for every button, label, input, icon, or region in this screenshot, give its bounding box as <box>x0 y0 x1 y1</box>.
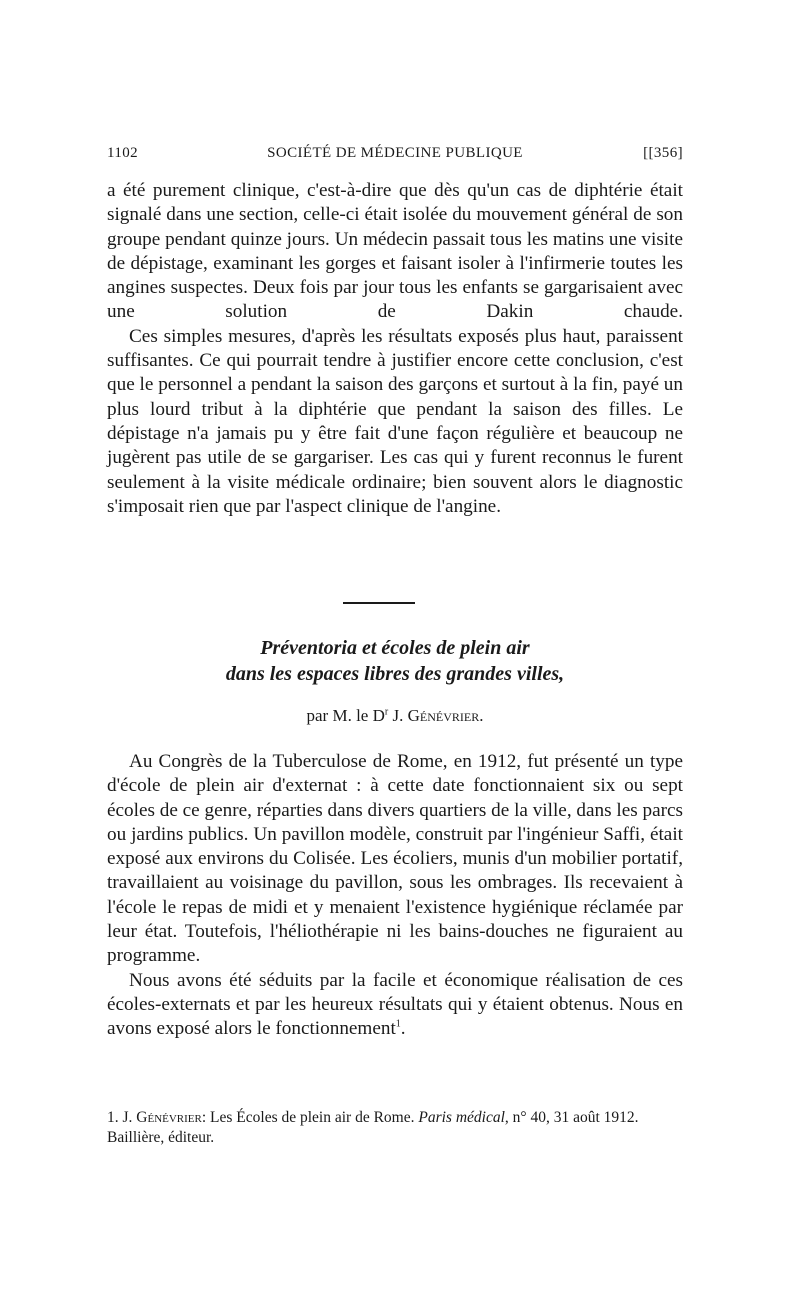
bracket-reference: [[356] <box>643 145 683 161</box>
running-title: SOCIÉTÉ DE MÉDECINE PUBLIQUE <box>267 145 523 161</box>
paragraph-results-end: . <box>400 1018 406 1040</box>
article-byline <box>107 706 683 726</box>
footnote-journal: Paris médical <box>418 1109 505 1126</box>
footnote-marker: 1 <box>395 1018 401 1030</box>
section-divider <box>343 602 415 604</box>
byline-author-name: Génévrier. <box>407 706 484 725</box>
byline-prefix: par M. le D <box>306 706 385 725</box>
paragraph-congress: Au Congrès de la Tuberculose de Rome, en 1912, fut présenté un type d'école de plein air d'externat : à cette date fonctionnaient six ou sept écoles de ce genre, réparties dans divers quartiers de la ville, dans les parcs ou jardins publics. Un pavillon modèle, construit par l'ingénieur Saffi, était exposé aux environs du Colisée. Les écoliers, munis d'un mobilier portatif, travaillaient au voisinage du pavillon, sous les ombrages. Ils recevaient à l'école le repas de midi et y menaient l'existence hygiénique réclamée par leur état. Toutefois, l'héliothérapie ni les bains-douches ne figuraient au programme. <box>107 751 683 967</box>
paragraph-measures: Ces simples mesures, d'après les résultats exposés plus haut, paraissent suffisantes. Ce qui pourrait tendre à justifier encore cette conclusion, c'est que le personnel a pendant la saison des garçons et surtout à la fin, payé un plus lourd tribut à la diphtérie que pendant la saison des filles. Le dépistage n'a jamais pu y être fait d'une façon régulière et beaucoup ne jugèrent pas utile de se gargariser. Les cas qui y furent reconnus le furent seulement à la visite médicale ordinaire; bien souvent alors le diagnostic s'imposait rien que par l'aspect clinique de l'angine. <box>107 325 683 517</box>
section-continuation <box>107 179 683 519</box>
article-body <box>107 750 683 1042</box>
article-title-line-2: dans les espaces libres des grandes villes, <box>225 663 565 685</box>
byline-initial: J. <box>388 706 408 725</box>
footnote-number: 1. <box>107 1109 119 1126</box>
footnote-author: J. Génévrier <box>122 1109 202 1126</box>
footnote-text: : Les Écoles de plein air de Rome. <box>201 1109 415 1126</box>
page-number: 1102 <box>107 145 139 161</box>
footnote-details: , n° 40, 31 août 1912. Baillière, éditeur. <box>107 1109 639 1146</box>
article-title-line-1: Préventoria et écoles de plein air <box>260 637 530 659</box>
paragraph-results <box>107 969 683 1042</box>
paragraph-results-text: Nous avons été séduits par la facile et économique réalisation de ces écoles-externats et par les heureux résultats qui y étaient obtenus. Nous en avons exposé alors le fonctionnement <box>107 969 683 1040</box>
footnote <box>107 1108 683 1148</box>
paragraph-diagnosis: a été purement clinique, c'est-à-dire que dès qu'un cas de diphtérie était signalé dans une section, celle-ci était isolée du mouvement général de son groupe pendant quinze jours. Un médecin passait tous les matins une visite de dépistage, examinant les gorges et faisant isoler à l'infirmerie toutes les angines suspectes. Deux fois par jour tous les enfants se gargarisaient avec une solution de Dakin chaude. <box>107 180 683 323</box>
byline-doctor-abbrev: r <box>384 706 389 718</box>
